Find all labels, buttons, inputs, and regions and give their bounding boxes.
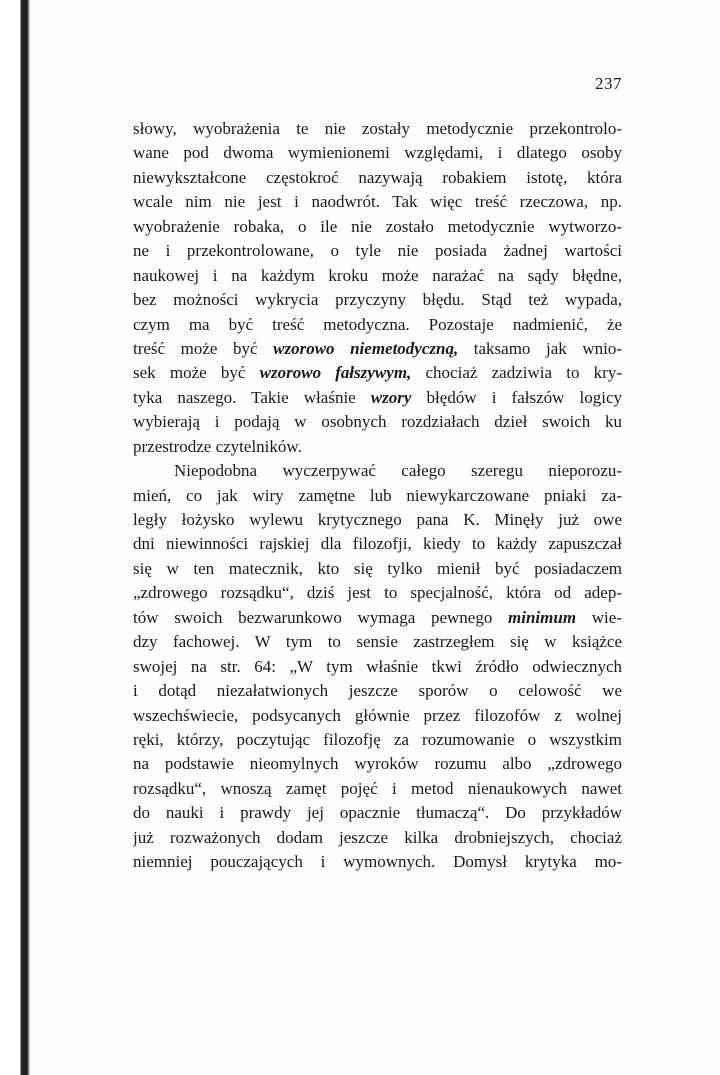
text-span: tyka naszego. Takie właśnie: [133, 387, 371, 407]
text-span: wane pod dwoma wymienionemi względami, i dlatego osoby: [133, 143, 622, 163]
text-span: i dotąd niezałatwionych jeszcze sporów o celowość we: [133, 681, 622, 701]
text-span: dni niewinności rajskiej dla filozofji, kiedy to każdy zapuszczał: [133, 534, 622, 554]
text-span: do nauki i prawdy jej opacznie tłumaczą“. Do przykładów: [133, 803, 622, 823]
text-span: ręki, którzy, poczytując filozofję za rozumowanie o wszystkim: [133, 729, 622, 749]
text-span: słowy, wyobrażenia te nie zostały metodycznie przekontrolo-: [133, 119, 622, 138]
text-span: niemniej pouczających i wymownych. Domysł krytyka mo-: [133, 852, 622, 872]
text-span: czym ma być treść metodyczna. Pozostaje nadmienić, że: [133, 314, 622, 334]
text-span: tów swoich bezwarunkowo wymaga pewnego: [133, 607, 509, 627]
text-line: [133, 190, 622, 214]
page-number: 237: [595, 74, 622, 93]
text-line: [133, 752, 622, 776]
text-span: wcale nim nie jest i naodwrót. Tak więc treść rzeczowa, np.: [133, 192, 622, 212]
text-span: swojej na str. 64: „W tym właśnie tkwi źródło odwiecznych: [133, 656, 622, 676]
text-span: ne i przekontrolowane, o tyle nie posiada żadnej wartości: [133, 241, 622, 261]
text-line: [133, 801, 622, 825]
text-line: [133, 484, 622, 508]
text-span: naukowej i na każdym kroku może narażać na sądy błędne,: [133, 265, 622, 285]
text-line: [133, 508, 622, 532]
emphasized-text: wzorowo fałszywym,: [259, 363, 412, 383]
text-span: bez możności wykrycia przyczyny błędu. Stąd też wypada,: [133, 290, 622, 310]
text-span: Niepodobna wyczerpywać całego szeregu nieporozu-: [174, 461, 622, 481]
text-span: na podstawie nieomylnych wyroków rozumu albo „zdrowego: [133, 754, 622, 774]
text-line: [133, 141, 622, 165]
text-span: legły łożysko wylewu krytycznego pana K. Minęły już owe: [133, 510, 622, 529]
text-span: mień, co jak wiry zamętne lub niewykarczowane pniaki za-: [133, 485, 622, 505]
text-line: [133, 410, 622, 434]
text-span: „zdrowego rozsądku“, dziś jest to specjalność, która od adep-: [133, 583, 622, 603]
text-span: niewykształcone częstokroć nazywają robakiem istotę, która: [133, 167, 622, 187]
text-span: dzy fachowej. W tym to sensie zastrzegłem się w książce: [133, 632, 622, 652]
emphasized-text: minimum: [508, 607, 577, 627]
text-line: [133, 166, 622, 190]
text-span: wyobrażenie robaka, o ile nie zostało metodycznie wytworzo-: [133, 216, 622, 236]
text-line: [133, 606, 622, 630]
text-span: wybierają i podają w osobnych rozdziałach dzieł swoich ku: [133, 412, 622, 432]
text-span: się w ten matecznik, kto się tylko mienił być posiadaczem: [133, 558, 622, 578]
text-line: [133, 581, 622, 605]
text-line: [133, 264, 622, 288]
text-line: [133, 728, 622, 752]
text-line: [133, 239, 622, 263]
page-binding-edge: [0, 0, 30, 1075]
text-line: [133, 850, 622, 874]
text-span: wszechświecie, podsycanych głównie przez filozofów z wolnej: [133, 705, 622, 725]
text-span: błędów i fałszów logicy: [411, 387, 622, 407]
text-line: [133, 215, 622, 239]
text-line: [133, 777, 622, 801]
text-span: już rozważonych dodam jeszcze kilka drobniejszych, chociaż: [133, 827, 622, 847]
text-line: [133, 435, 622, 459]
text-line: [133, 361, 622, 385]
text-line: [133, 117, 622, 141]
text-span: przestrodze czytelników.: [133, 436, 302, 456]
text-line: [133, 655, 622, 679]
text-line: [133, 459, 622, 483]
body-text: [133, 117, 622, 875]
text-line: [133, 826, 622, 850]
text-line: [133, 704, 622, 728]
text-span: treść może być: [133, 338, 274, 358]
text-span: rozsądku“, wnoszą zamęt pojęć i metod nienaukowych nawet: [133, 778, 622, 798]
text-line: [133, 630, 622, 654]
text-line: [133, 288, 622, 312]
text-line: [133, 313, 622, 337]
text-line: [133, 532, 622, 556]
text-span: chociaż zadziwia to kry-: [411, 363, 622, 383]
emphasized-text: wzory: [370, 387, 412, 407]
emphasized-text: wzorowo niemetodyczną,: [273, 338, 459, 358]
text-line: [133, 337, 622, 361]
text-line: [133, 386, 622, 410]
text-span: taksamo jak wnio-: [458, 338, 622, 358]
text-line: [133, 679, 622, 703]
text-line: [133, 557, 622, 581]
text-span: sek może być: [133, 363, 260, 383]
text-span: wie-: [576, 607, 622, 627]
